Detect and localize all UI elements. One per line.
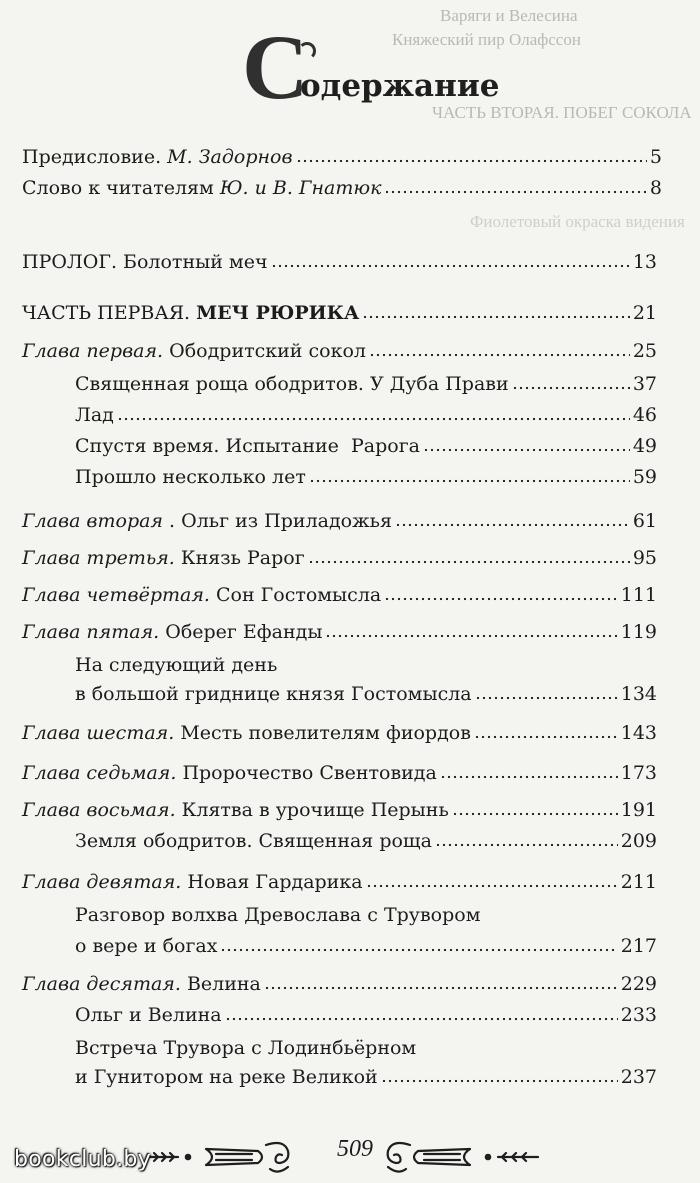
entry-page-number: 8 bbox=[649, 177, 662, 199]
entry-page-number: 25 bbox=[632, 340, 657, 362]
entry-page-number: 217 bbox=[620, 935, 657, 957]
dot-leader bbox=[384, 175, 646, 194]
decorative-initial-letter bbox=[242, 16, 309, 118]
dot-leader bbox=[296, 144, 647, 163]
dot-leader bbox=[220, 933, 617, 952]
entry-page-number: 233 bbox=[620, 1004, 657, 1026]
bleed-through-line: Княжеский пир Олафссон bbox=[392, 30, 581, 49]
entry-page-number: 134 bbox=[620, 683, 657, 705]
entry-label: Глава девятая. Новая Гардарика bbox=[22, 871, 363, 893]
entry-label: Глава восьмая. Клятва в урочище Перынь bbox=[22, 799, 449, 821]
entry-label: Прошло несколько лет bbox=[75, 466, 306, 488]
dot-leader bbox=[452, 797, 618, 816]
entry-page-number: 21 bbox=[632, 302, 657, 324]
entry-label: ЧАСТЬ ПЕРВАЯ. МЕЧ РЮРИКА bbox=[22, 302, 360, 324]
entry-page-number: 61 bbox=[632, 510, 657, 532]
dot-leader bbox=[381, 1064, 618, 1083]
dot-leader bbox=[366, 869, 618, 888]
entry-page-number: 119 bbox=[620, 621, 657, 643]
entry-label: Глава седьмая. Пророчество Свентовида bbox=[22, 762, 437, 784]
entry-label: Глава пятая. Оберег Ефанды bbox=[22, 621, 323, 643]
dot-leader bbox=[264, 971, 618, 990]
bleed-through-line: ЧАСТЬ ВТОРАЯ. ПОБЕГ СОКОЛА bbox=[432, 103, 692, 122]
bleed-through-line: Варяги и Велесина bbox=[440, 6, 578, 25]
dot-leader bbox=[225, 1002, 618, 1021]
entry-label-line-1: Разговор волхва Древослава с Трувором bbox=[75, 904, 481, 926]
dot-leader bbox=[325, 619, 617, 638]
site-watermark: bookclub.by bbox=[14, 1147, 152, 1172]
entry-label: Спустя время. Испытание Рарога bbox=[75, 435, 420, 457]
entry-page-number: 237 bbox=[620, 1066, 657, 1088]
entry-label: Слово к читателям Ю. и В. Гнатюк bbox=[22, 177, 382, 199]
dot-leader bbox=[440, 760, 618, 779]
entry-label: Глава десятая. Велина bbox=[22, 973, 261, 995]
page-footer bbox=[0, 1117, 700, 1183]
entry-page-number: 209 bbox=[620, 830, 657, 852]
entry-label-line-1: На следующий день bbox=[75, 654, 278, 676]
entry-page-number: 95 bbox=[632, 547, 657, 569]
page-number: 509 bbox=[337, 1136, 373, 1162]
dot-leader bbox=[117, 402, 630, 421]
dot-leader bbox=[423, 433, 630, 452]
entry-page-number: 211 bbox=[620, 871, 657, 893]
initial-letter: С bbox=[242, 16, 309, 118]
dot-leader bbox=[512, 371, 630, 390]
entry-page-number: 13 bbox=[632, 251, 657, 273]
bleed-through-line: Фиолетовый окраска видения bbox=[470, 212, 685, 231]
entry-page-number: 191 bbox=[620, 799, 657, 821]
entry-label: Глава шестая. Месть повелителям фиордов bbox=[22, 722, 471, 744]
dot-leader bbox=[395, 508, 630, 527]
entry-label: Глава вторая . Ольг из Приладожья bbox=[22, 510, 392, 532]
entry-page-number: 173 bbox=[620, 762, 657, 784]
dot-leader bbox=[271, 249, 630, 268]
entry-label: Глава первая. Ободритский сокол bbox=[22, 340, 366, 362]
dot-leader bbox=[384, 582, 618, 601]
dot-leader bbox=[474, 720, 618, 739]
entry-page-number: 59 bbox=[632, 466, 657, 488]
entry-page-number: 49 bbox=[632, 435, 657, 457]
entry-page-number: 46 bbox=[632, 404, 657, 426]
entry-label: Лад bbox=[75, 404, 114, 426]
dot-leader bbox=[369, 338, 630, 357]
entry-page-number: 111 bbox=[620, 584, 657, 606]
page-title: одержание bbox=[300, 68, 500, 104]
entry-label: Земля ободритов. Священная роща bbox=[75, 830, 432, 852]
initial-swash-icon bbox=[298, 42, 316, 60]
entry-page-number: 5 bbox=[649, 146, 662, 168]
contents-heading bbox=[242, 16, 502, 118]
entry-label: Ольг и Велина bbox=[75, 1004, 222, 1026]
entry-page-number: 229 bbox=[620, 973, 657, 995]
entry-page-number: 37 bbox=[632, 373, 657, 395]
dot-leader bbox=[362, 300, 629, 319]
dot-leader bbox=[475, 681, 618, 700]
entry-label-line-1: Встреча Трувора с Лодинбьёрном bbox=[75, 1037, 417, 1059]
entry-label: Священная роща ободритов. У Дуба Прави bbox=[75, 373, 509, 395]
entry-label: Глава третья. Князь Рарог bbox=[22, 547, 305, 569]
dot-leader bbox=[435, 828, 618, 847]
entry-label: в большой гриднице князя Гостомысла bbox=[75, 683, 472, 705]
entry-label: Глава четвёртая. Сон Гостомысла bbox=[22, 584, 382, 606]
entry-label: ПРОЛОГ. Болотный меч bbox=[22, 251, 268, 273]
dot-leader bbox=[309, 464, 630, 483]
dot-leader bbox=[308, 545, 630, 564]
entry-page-number: 143 bbox=[620, 722, 657, 744]
entry-label: и Гунитором на реке Великой bbox=[75, 1066, 378, 1088]
entry-label: Предисловие. М. Задорнов bbox=[22, 146, 293, 168]
entry-label: о вере и богах bbox=[75, 935, 218, 957]
